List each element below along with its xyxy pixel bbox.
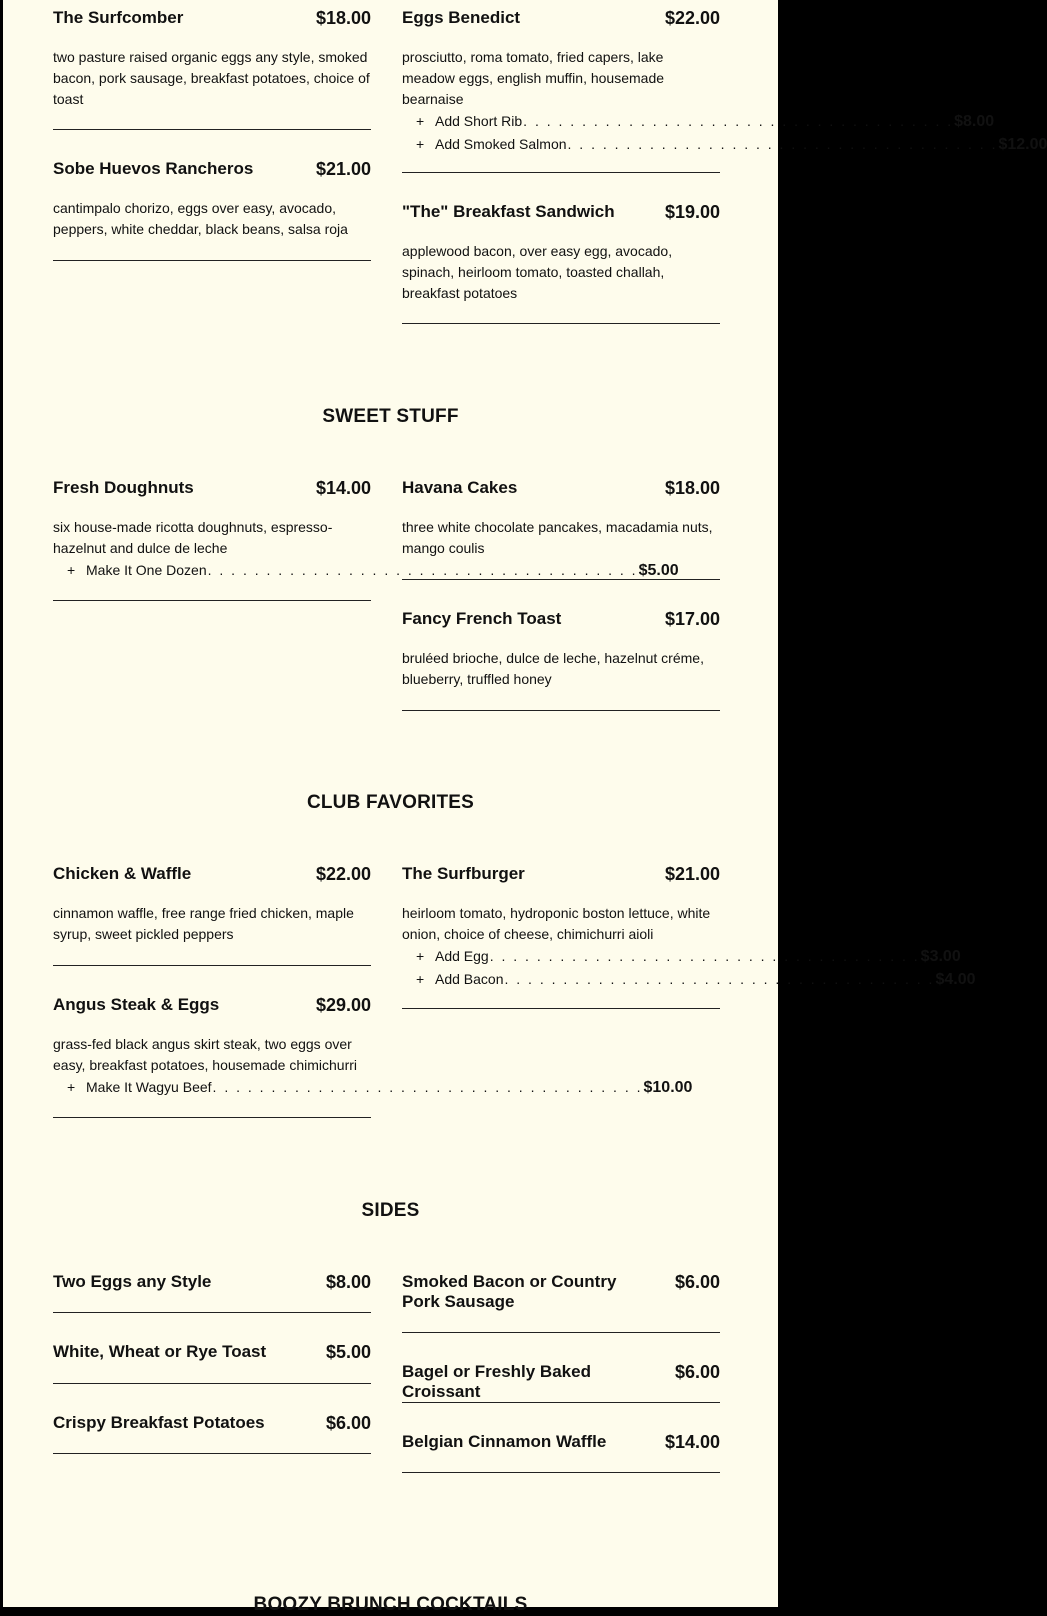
section-title-sides: SIDES bbox=[361, 1200, 420, 1221]
addon-row bbox=[53, 1076, 693, 1099]
item-price: $22.00 bbox=[315, 864, 371, 884]
addon-price: $4.00 bbox=[935, 971, 976, 988]
menu-item-breakfast-sandwich bbox=[402, 202, 720, 304]
item-description: heirloom tomato, hydroponic boston lettuce, white onion, choice of cheese, chimichurri aioli bbox=[402, 905, 711, 942]
addon-label: Make It Wagyu Beef bbox=[86, 1079, 212, 1095]
addon-row bbox=[402, 968, 976, 991]
menu-item-surfcomber bbox=[53, 8, 371, 110]
plus-icon: + bbox=[416, 948, 425, 964]
item-price: $8.00 bbox=[325, 1272, 371, 1292]
dot-leader: . . . . . . . . . . . . . . . . . . . . . . . . . . . . . . . . . . . . . bbox=[212, 1079, 643, 1095]
divider bbox=[53, 965, 371, 966]
item-price: $6.00 bbox=[674, 1362, 720, 1382]
item-name: Havana Cakes bbox=[402, 478, 518, 497]
menu-item-smoked-bacon bbox=[402, 1272, 720, 1312]
item-description: cinnamon waffle, free range fried chicken, maple syrup, sweet pickled peppers bbox=[53, 905, 354, 942]
plus-icon: + bbox=[416, 113, 425, 129]
divider bbox=[402, 1402, 720, 1403]
plus-icon: + bbox=[416, 971, 425, 987]
divider bbox=[402, 579, 720, 580]
menu-item-chicken-waffle bbox=[53, 864, 371, 945]
item-price: $18.00 bbox=[315, 8, 371, 28]
addon-price: $8.00 bbox=[954, 113, 995, 130]
menu-item-angus-steak-eggs bbox=[53, 995, 693, 1099]
divider bbox=[402, 323, 720, 324]
menu-item-huevos-rancheros bbox=[53, 159, 371, 240]
item-price: $18.00 bbox=[664, 478, 720, 498]
item-price: $22.00 bbox=[664, 8, 720, 28]
item-name: Belgian Cinnamon Waffle bbox=[402, 1432, 607, 1451]
divider bbox=[53, 1312, 371, 1313]
item-name: Bagel or Freshly Baked Croissant bbox=[402, 1362, 591, 1401]
divider bbox=[53, 1383, 371, 1384]
item-price: $19.00 bbox=[664, 202, 720, 222]
item-price: $6.00 bbox=[674, 1272, 720, 1292]
item-description: six house-made ricotta doughnuts, espresso-hazelnut and dulce de leche bbox=[53, 519, 333, 556]
plus-icon: + bbox=[416, 136, 425, 152]
item-price: $6.00 bbox=[325, 1413, 371, 1433]
dot-leader: . . . . . . . . . . . . . . . . . . . . . . . . . . . . . . . . . . . . . bbox=[489, 948, 920, 964]
addon-price: $5.00 bbox=[638, 562, 679, 579]
dot-leader: . . . . . . . . . . . . . . . . . . . . . . . . . . . . . . . . . . . . . bbox=[523, 113, 954, 129]
menu-item-eggs-benedict bbox=[402, 8, 1047, 156]
menu-item-breakfast-potatoes bbox=[53, 1413, 371, 1433]
item-name: Fancy French Toast bbox=[402, 609, 562, 628]
item-description: two pasture raised organic eggs any style, smoked bacon, pork sausage, breakfast potatoes, choice of toast bbox=[53, 49, 370, 107]
menu-item-two-eggs bbox=[53, 1272, 371, 1292]
menu-item-cinnamon-waffle bbox=[402, 1432, 720, 1452]
divider bbox=[53, 129, 371, 130]
addon-row bbox=[402, 110, 995, 133]
section-title-sweet-stuff: SWEET STUFF bbox=[322, 406, 459, 427]
item-price: $5.00 bbox=[325, 1342, 371, 1362]
item-name: Chicken & Waffle bbox=[53, 864, 192, 883]
menu-page bbox=[3, 0, 1047, 1615]
addon-row bbox=[402, 945, 961, 968]
item-name: The Surfburger bbox=[402, 864, 525, 883]
item-description: grass-fed black angus skirt steak, two eggs over easy, breakfast potatoes, housemade chimichurri bbox=[53, 1036, 358, 1073]
item-name: Two Eggs any Style bbox=[53, 1272, 212, 1291]
divider bbox=[402, 1008, 720, 1009]
addon-price: $12.00 bbox=[998, 136, 1047, 153]
item-description: prosciutto, roma tomato, fried capers, lake meadow eggs, english muffin, housemade bearnaise bbox=[402, 49, 665, 107]
plus-icon: + bbox=[67, 1079, 76, 1095]
item-name: Crispy Breakfast Potatoes bbox=[53, 1413, 265, 1432]
addon-label: Add Egg bbox=[435, 948, 489, 964]
divider bbox=[53, 260, 371, 261]
item-name: "The" Breakfast Sandwich bbox=[402, 202, 615, 221]
divider bbox=[53, 600, 371, 601]
item-name: The Surfcomber bbox=[53, 8, 184, 27]
addon-label: Add Smoked Salmon bbox=[435, 136, 567, 152]
menu-item-fancy-french-toast bbox=[402, 609, 720, 690]
plus-icon: + bbox=[67, 562, 76, 578]
item-name: Sobe Huevos Rancheros bbox=[53, 159, 254, 178]
item-price: $14.00 bbox=[315, 478, 371, 498]
divider bbox=[53, 1117, 371, 1118]
divider bbox=[402, 710, 720, 711]
item-description: cantimpalo chorizo, eggs over easy, avocado, peppers, white cheddar, black beans, salsa roja bbox=[53, 200, 348, 237]
item-description: bruléed brioche, dulce de leche, hazelnut créme, blueberry, truffled honey bbox=[402, 650, 704, 687]
item-name: White, Wheat or Rye Toast bbox=[53, 1342, 267, 1361]
item-price: $14.00 bbox=[664, 1432, 720, 1452]
menu-item-bagel-croissant bbox=[402, 1362, 720, 1402]
addon-price: $3.00 bbox=[920, 948, 961, 965]
item-price: $21.00 bbox=[664, 864, 720, 884]
divider bbox=[402, 172, 720, 173]
item-name: Smoked Bacon or Country Pork Sausage bbox=[402, 1272, 617, 1311]
addon-row bbox=[53, 559, 679, 582]
section-title-club-favorites: CLUB FAVORITES bbox=[306, 792, 475, 813]
addon-price: $10.00 bbox=[643, 1079, 693, 1096]
dot-leader: . . . . . . . . . . . . . . . . . . . . . . . . . . . . . . . . . . . . . bbox=[567, 136, 998, 152]
addon-label: Add Short Rib bbox=[435, 113, 523, 129]
divider bbox=[402, 1472, 720, 1473]
menu-item-havana-cakes bbox=[402, 478, 720, 559]
item-description: applewood bacon, over easy egg, avocado, spinach, heirloom tomato, toasted challah, breakfast potatoes bbox=[402, 243, 673, 301]
item-name: Eggs Benedict bbox=[402, 8, 521, 27]
item-price: $21.00 bbox=[315, 159, 371, 179]
dot-leader: . . . . . . . . . . . . . . . . . . . . . . . . . . . . . . . . . . . . . bbox=[207, 562, 638, 578]
addon-label: Add Bacon bbox=[435, 971, 504, 987]
item-description: three white chocolate pancakes, macadamia nuts, mango coulis bbox=[402, 519, 713, 556]
addon-row bbox=[402, 133, 1047, 156]
item-price: $29.00 bbox=[315, 995, 371, 1015]
dot-leader: . . . . . . . . . . . . . . . . . . . . . . . . . . . . . . . . . . . . . bbox=[504, 971, 935, 987]
menu-item-toast bbox=[53, 1342, 371, 1362]
menu-item-surfburger bbox=[402, 864, 976, 991]
item-price: $17.00 bbox=[664, 609, 720, 629]
item-name: Fresh Doughnuts bbox=[53, 478, 194, 497]
addon-label: Make It One Dozen bbox=[86, 562, 207, 578]
divider bbox=[402, 1332, 720, 1333]
divider bbox=[53, 1453, 371, 1454]
section-title-boozy-brunch-cocktails: BOOZY BRUNCH COCKTAILS bbox=[253, 1594, 528, 1615]
item-name: Angus Steak & Eggs bbox=[53, 995, 220, 1014]
